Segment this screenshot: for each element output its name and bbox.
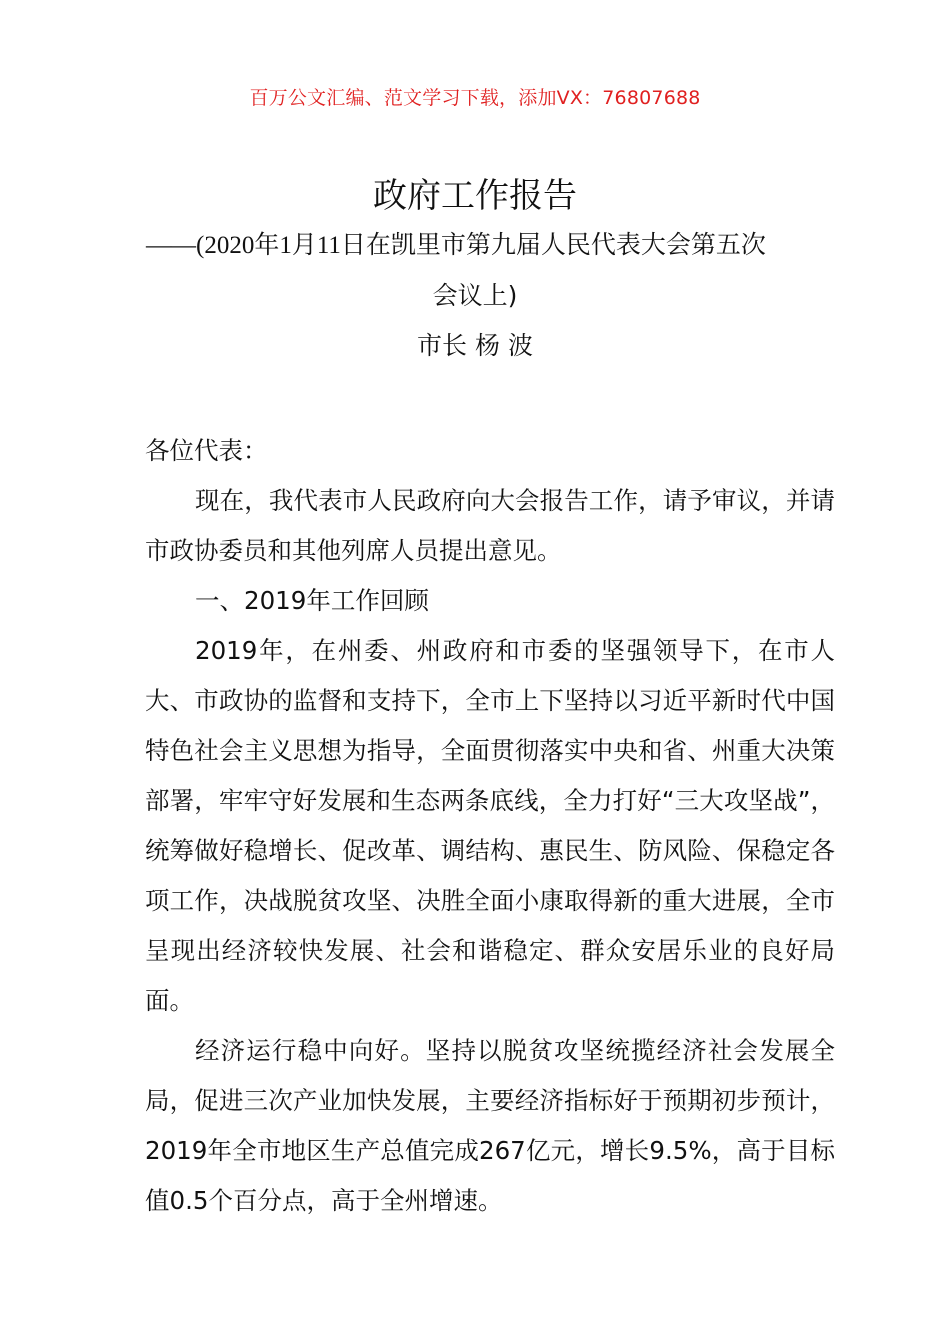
salutation: 各位代表： <box>145 436 268 465</box>
paragraph-intro: 现在，我代表市人民政府向大会报告工作，请予审议，并请市政协委员和其他列席人员提出意见。 <box>145 486 835 565</box>
section-heading: 一、2019年工作回顾 <box>195 586 429 615</box>
subtitle-line-1: ——(2020年1月11日在凯里市第九届人民代表大会第五次 <box>146 232 766 259</box>
watermark-banner: 百万公文汇编、范文学习下载，添加VX：76807688 <box>249 87 701 109</box>
author-line: 市长 杨 波 <box>417 331 533 360</box>
document-body <box>145 426 835 1226</box>
subtitle-line-2: 会议上) <box>432 281 518 310</box>
document-title: 政府工作报告 <box>373 176 577 216</box>
paragraph-review: 2019年，在州委、州政府和市委的坚强领导下，在市人大、市政协的监督和支持下，全市上下坚持以习近平新时代中国特色社会主义思想为指导，全面贯彻落实中央和省、州重大决策部署，牢牢守好发展和生态两条底线，全力打好“三大攻坚战”，统筹做好稳增长、促改革、调结构、惠民生、防风险、保稳定各项工作，决战脱贫攻坚、决胜全面小康取得新的重大进展，全市呈现出经济较快发展、社会和谐稳定、群众安居乐业的良好局面。 <box>145 636 835 1015</box>
paragraph-economy: 经济运行稳中向好。坚持以脱贫攻坚统揽经济社会发展全局，促进三次产业加快发展，主要经济指标好于预期初步预计，2019年全市地区生产总值完成267亿元，增长9.5%，高于目标值0.5个百分点，高于全州增速。 <box>145 1036 835 1215</box>
